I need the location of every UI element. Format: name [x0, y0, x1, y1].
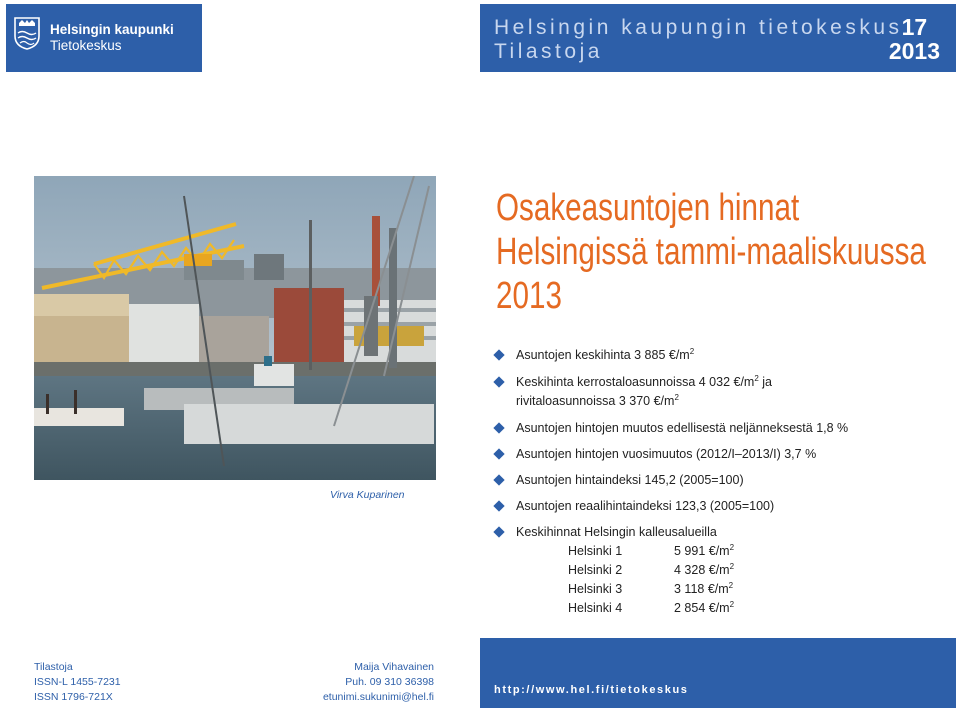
- footer-issn-l: ISSN-L 1455-7231: [34, 676, 121, 688]
- header-title-line1: Helsingin kaupungin tietokeskus: [494, 16, 903, 39]
- list-item: [492, 523, 717, 542]
- area-price: 4 328 $€/m^2$: [674, 561, 735, 577]
- area-name: Helsinki 2: [568, 563, 623, 577]
- bullet-text: Asuntojen keskihinta 3 885 €/m: [516, 348, 690, 362]
- header-band: [480, 4, 956, 72]
- area-name: Helsinki 1: [568, 544, 623, 558]
- bullet-text: rivitaloasunnoissa 3 370 €/m: [516, 394, 675, 408]
- logo-name: Helsingin kaupunki: [50, 22, 174, 37]
- issue-number: 17: [901, 14, 928, 40]
- bullet-sup: 2: [754, 373, 759, 383]
- title-line3: 2013: [496, 275, 562, 317]
- issue-year: 2013: [888, 38, 940, 64]
- bullet-text: Asuntojen hintaindeksi 145,2 (2005=100): [516, 473, 744, 487]
- title-line2: Helsingissä tammi-maaliskuussa: [496, 231, 926, 273]
- logo-subname: Tietokeskus: [50, 38, 122, 53]
- footer-phone: Puh. 09 310 36398: [345, 676, 434, 688]
- footer-publication: [34, 660, 121, 705]
- harbour-photo-image: [34, 176, 436, 480]
- logo: [6, 4, 202, 72]
- list-item: [492, 373, 772, 411]
- bullet-text: Asuntojen hintojen vuosimuutos (2012/I–2013/I) 3,7 %: [516, 447, 817, 461]
- area-name: Helsinki 4: [568, 601, 623, 615]
- footer-band: [480, 638, 956, 708]
- page-title: [496, 186, 926, 318]
- bullet-text: Keskihinnat Helsingin kalleusalueilla: [516, 525, 717, 539]
- area-price: 3 118 $€/m^2$: [674, 580, 734, 596]
- issue-badge: [889, 15, 940, 63]
- bullet-diamond-icon: [493, 448, 504, 459]
- bullet-sup: 2: [689, 346, 695, 356]
- footer-series: Tilastoja: [34, 661, 73, 673]
- bullet-diamond-icon: [493, 349, 504, 360]
- harbour-photo: [34, 176, 436, 480]
- list-item: [492, 471, 744, 490]
- area-name: Helsinki 3: [568, 582, 623, 596]
- header-title-line2: Tilastoja: [494, 40, 603, 63]
- footer-url-link[interactable]: http://www.hel.fi/tietokeskus: [494, 684, 689, 696]
- bullet-sup: 2: [674, 392, 679, 402]
- header-title: [494, 16, 903, 64]
- bullet-diamond-icon: [493, 422, 504, 433]
- title-line1: Osakeasuntojen hinnat: [496, 187, 800, 229]
- footer-email[interactable]: etunimi.sukunimi@hel.fi: [322, 691, 434, 703]
- helsinki-crest-icon: [14, 16, 40, 50]
- list-item: [492, 445, 816, 464]
- bullet-text: Asuntojen reaalihintaindeksi 123,3 (2005=100): [516, 499, 775, 513]
- footer-contact: [300, 660, 434, 705]
- bullet-text: Asuntojen hintojen muutos edellisestä neljänneksestä 1,8 %: [516, 421, 849, 435]
- list-item: [492, 346, 694, 365]
- list-item: [492, 419, 848, 438]
- photo-credit: Virva Kuparinen: [330, 489, 405, 501]
- list-item: [492, 497, 774, 516]
- footer-author: Maija Vihavainen: [354, 661, 434, 673]
- bullet-diamond-icon: [493, 376, 504, 387]
- area-price: 2 854 $€/m^2$: [674, 599, 735, 615]
- area-price: 5 991 $€/m^2$: [674, 542, 735, 558]
- bullet-diamond-icon: [493, 500, 504, 511]
- bullet-text: Keskihinta kerrostaloasunnoissa 4 032 €/m: [516, 375, 755, 389]
- bullet-text: ja: [758, 375, 772, 389]
- bullet-diamond-icon: [493, 526, 504, 537]
- bullet-diamond-icon: [493, 474, 504, 485]
- footer-issn: ISSN 1796-721X: [34, 691, 113, 703]
